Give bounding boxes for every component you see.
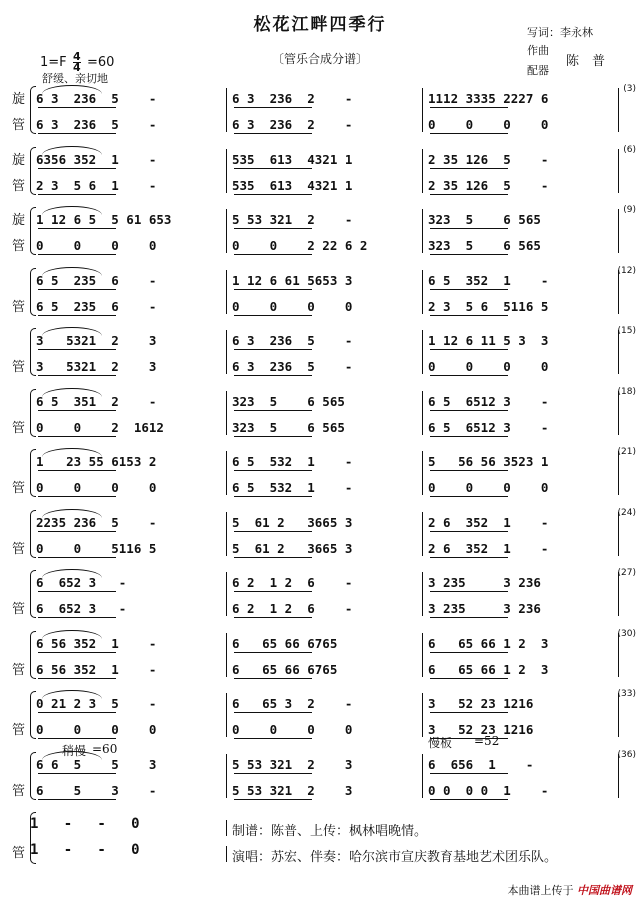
measure-number: (9) xyxy=(623,205,636,215)
measure-top: 1 12 6 11 5 3 3 xyxy=(428,333,549,348)
measure-bottom: 2 3 5 6 5116 5 xyxy=(428,299,549,314)
measure-bottom: 0 0 0 0 xyxy=(36,238,157,253)
beam-underline xyxy=(430,557,508,558)
score-system xyxy=(0,205,640,257)
barline xyxy=(618,330,619,374)
measure-top: 1 12 6 5 5 61 653 xyxy=(36,212,172,227)
measure-bottom: 535 613 4321 1 xyxy=(232,178,353,193)
composer-name: 陈 普 xyxy=(566,54,606,69)
measure-top: 3 235 3 236 xyxy=(428,575,541,590)
measure-bottom: 6 3 236 2 - xyxy=(232,117,353,132)
measure-number: (3) xyxy=(623,84,636,94)
measure-bottom: 3 5321 2 3 xyxy=(36,359,157,374)
slur xyxy=(42,146,102,155)
measure-bottom: 6 65 66 6765 xyxy=(232,662,338,677)
beam-underline xyxy=(234,738,312,739)
measure-bottom: 323 5 6 565 xyxy=(232,420,345,435)
measure-top: 6 3 236 2 - xyxy=(232,91,353,106)
beam-underline xyxy=(38,107,116,108)
barline xyxy=(226,270,227,314)
ending-brass: 1 - - 0 xyxy=(30,842,140,858)
measure-top: 3 5321 2 3 xyxy=(36,333,157,348)
measure-bottom: 0 0 0 0 xyxy=(36,722,157,737)
beam-underline xyxy=(430,315,508,316)
beam-underline xyxy=(234,349,312,350)
measure-top: 6 3 236 5 - xyxy=(36,91,157,106)
measure-top: 6 5 532 1 - xyxy=(232,454,353,469)
instrument-label-top: 旋 xyxy=(12,153,26,168)
source-prefix: 本曲谱上传于 xyxy=(507,884,574,897)
measure-number: (30) xyxy=(617,629,636,639)
tempo-slow-label: 慢板 xyxy=(428,736,453,750)
measure-top: 1 12 6 61 5653 3 xyxy=(232,273,353,288)
barline xyxy=(226,451,227,495)
score-system xyxy=(0,145,640,197)
measure-top: 6 5 351 2 - xyxy=(36,394,157,409)
barline xyxy=(226,512,227,556)
instrument-label-bottom: 管 xyxy=(12,421,26,436)
beam-underline xyxy=(38,289,116,290)
measure-top: 6 652 3 - xyxy=(36,575,127,590)
instrument-label-bottom: 管 xyxy=(12,179,26,194)
barline xyxy=(226,88,227,132)
slur xyxy=(42,267,102,276)
measure-top: 6 5 6512 3 - xyxy=(428,394,549,409)
score-system xyxy=(0,689,640,741)
beam-underline xyxy=(430,678,508,679)
footer-bar-2 xyxy=(226,846,227,862)
footer-bar-1 xyxy=(226,820,227,836)
beam-underline xyxy=(430,194,508,195)
measure-bottom: 2 6 352 1 - xyxy=(428,541,549,556)
beam-underline xyxy=(430,349,508,350)
tempo-slow-value: =52 xyxy=(474,734,500,748)
measure-bottom: 2 3 5 6 1 - xyxy=(36,178,157,193)
barline xyxy=(226,391,227,435)
measure-top: 6 5 352 1 - xyxy=(428,273,549,288)
slur xyxy=(42,448,102,457)
measure-top: 6 6 5 5 3 xyxy=(36,757,157,772)
beam-underline xyxy=(38,168,116,169)
ending-instrument-label: 管 xyxy=(12,846,26,861)
beam-underline xyxy=(430,254,508,255)
measure-bottom: 6 652 3 - xyxy=(36,601,127,616)
beam-underline xyxy=(234,557,312,558)
measure-bottom: 0 0 0 0 xyxy=(428,480,549,495)
slur xyxy=(42,509,102,518)
barline xyxy=(226,633,227,677)
barline xyxy=(226,693,227,737)
barline xyxy=(422,270,423,314)
instrument-label-bottom: 管 xyxy=(12,239,26,254)
measure-bottom: 6 2 1 2 6 - xyxy=(232,601,353,616)
slur xyxy=(42,85,102,94)
beam-underline xyxy=(234,168,312,169)
beam-underline xyxy=(234,194,312,195)
barline xyxy=(422,149,423,193)
measure-top: 2235 236 5 - xyxy=(36,515,157,530)
measure-bottom: 5 53 321 2 3 xyxy=(232,783,353,798)
score-system xyxy=(0,629,640,681)
measure-top: 6 56 352 1 - xyxy=(36,636,157,651)
instrument-label-bottom: 管 xyxy=(12,784,26,799)
instrument-label-bottom: 管 xyxy=(12,360,26,375)
beam-underline xyxy=(234,617,312,618)
beam-underline xyxy=(38,652,116,653)
measure-top: 5 61 2 3665 3 xyxy=(232,515,353,530)
beam-underline xyxy=(234,531,312,532)
tempo-change-value: =60 xyxy=(92,742,118,756)
measure-top: 1112 3335 2227 6 xyxy=(428,91,549,106)
score-system xyxy=(0,266,640,318)
measure-top: 6 5 235 6 - xyxy=(36,273,157,288)
measure-number: (24) xyxy=(617,508,636,518)
beam-underline xyxy=(38,194,116,195)
measure-top: 6 2 1 2 6 - xyxy=(232,575,353,590)
measure-bottom: 3 235 3 236 xyxy=(428,601,541,616)
measure-top: 5 53 321 2 - xyxy=(232,212,353,227)
measure-bottom: 6 3 236 5 - xyxy=(232,359,353,374)
measure-top: 0 21 2 3 5 - xyxy=(36,696,157,711)
barline xyxy=(422,451,423,495)
ending-melody-row xyxy=(30,816,140,832)
site-logo[interactable]: 中国曲谱网 xyxy=(577,884,632,897)
measure-top: 5 53 321 2 3 xyxy=(232,757,353,772)
source-credit xyxy=(508,882,633,898)
beam-underline xyxy=(38,617,116,618)
composer-label: 作曲 xyxy=(527,44,549,57)
measure-bottom: 0 0 2 22 6 2 xyxy=(232,238,368,253)
score-system xyxy=(0,568,640,620)
beam-underline xyxy=(38,375,116,376)
instrument-label-bottom: 管 xyxy=(12,542,26,557)
score-system xyxy=(0,447,640,499)
arranger-label: 配器 xyxy=(527,64,549,77)
expression-marking: 舒缓、亲切地 xyxy=(42,72,108,85)
footer-line-2: 演唱：苏宏、伴奏：哈尔滨市宣庆教育基地艺术团乐队。 xyxy=(232,850,558,865)
barline xyxy=(422,391,423,435)
beam-underline xyxy=(430,133,508,134)
measure-top: 6 65 66 1 2 3 xyxy=(428,636,549,651)
measure-bottom: 0 0 2 1612 xyxy=(36,420,164,435)
beam-underline xyxy=(234,107,312,108)
time-bottom: 4 xyxy=(72,61,81,74)
beam-underline xyxy=(234,289,312,290)
beam-underline xyxy=(38,738,116,739)
barline xyxy=(618,88,619,132)
measure-top: 6 656 1 - xyxy=(428,757,534,772)
score-system xyxy=(0,750,640,802)
measure-number: (6) xyxy=(623,145,636,155)
slur xyxy=(42,388,102,397)
measure-bottom: 5 61 2 3665 3 xyxy=(232,541,353,556)
instrument-label-top: 旋 xyxy=(12,213,26,228)
beam-underline xyxy=(430,410,508,411)
measure-bottom: 6 5 3 - xyxy=(36,783,157,798)
beam-underline xyxy=(430,496,508,497)
barline xyxy=(618,693,619,737)
instrument-label-bottom: 管 xyxy=(12,602,26,617)
measure-top: 323 5 6 565 xyxy=(428,212,541,227)
beam-underline xyxy=(38,773,116,774)
measure-bottom: 6 5 235 6 - xyxy=(36,299,157,314)
measure-top: 535 613 4321 1 xyxy=(232,152,353,167)
barline xyxy=(618,209,619,253)
barline xyxy=(618,633,619,677)
measure-number: (27) xyxy=(617,568,636,578)
beam-underline xyxy=(430,591,508,592)
score-system xyxy=(0,84,640,136)
beam-underline xyxy=(430,168,508,169)
measure-top: 6356 352 1 - xyxy=(36,152,157,167)
beam-underline xyxy=(234,254,312,255)
measure-top: 3 52 23 1216 xyxy=(428,696,534,711)
measure-bottom: 0 0 0 0 xyxy=(232,722,353,737)
measure-number: (36) xyxy=(617,750,636,760)
ending-melody: 1 - - 0 xyxy=(30,816,140,832)
measure-bottom: 0 0 5116 5 xyxy=(36,541,157,556)
beam-underline xyxy=(38,557,116,558)
measure-number: (18) xyxy=(617,387,636,397)
beam-underline xyxy=(234,773,312,774)
slur xyxy=(42,327,102,336)
slur xyxy=(42,569,102,578)
measure-bottom: 0 0 0 0 xyxy=(36,480,157,495)
barline xyxy=(422,572,423,616)
measure-top: 2 35 126 5 - xyxy=(428,152,549,167)
measure-top: 6 65 66 6765 xyxy=(232,636,338,651)
footer-line-1: 制谱：陈普、上传：枫林唱晚情。 xyxy=(232,824,428,839)
instrument-label-bottom: 管 xyxy=(12,300,26,315)
beam-underline xyxy=(38,254,116,255)
slur xyxy=(42,690,102,699)
beam-underline xyxy=(38,410,116,411)
beam-underline xyxy=(234,712,312,713)
instrument-label-bottom: 管 xyxy=(12,118,26,133)
instrument-label-top: 旋 xyxy=(12,92,26,107)
instrument-label-bottom: 管 xyxy=(12,481,26,496)
song-title: 松花江畔四季行 xyxy=(253,15,387,35)
score-system xyxy=(0,508,640,560)
beam-underline xyxy=(38,349,116,350)
key-label: 1=F xyxy=(40,55,67,70)
measure-number: (21) xyxy=(617,447,636,457)
beam-underline xyxy=(430,436,508,437)
score-system xyxy=(0,387,640,439)
slur xyxy=(42,630,102,639)
barline xyxy=(226,572,227,616)
beam-underline xyxy=(234,436,312,437)
beam-underline xyxy=(38,591,116,592)
ending-brass-row xyxy=(30,842,140,858)
beam-underline xyxy=(234,652,312,653)
beam-underline xyxy=(234,410,312,411)
beam-underline xyxy=(38,531,116,532)
barline xyxy=(618,149,619,193)
measure-bottom: 0 0 0 0 xyxy=(232,299,353,314)
barline xyxy=(422,209,423,253)
barline xyxy=(422,88,423,132)
barline xyxy=(422,693,423,737)
lyricist-credit: 写词：李永林 xyxy=(527,26,593,39)
beam-underline xyxy=(430,531,508,532)
beam-underline xyxy=(430,773,508,774)
barline xyxy=(226,209,227,253)
measure-bottom: 6 3 236 5 - xyxy=(36,117,157,132)
measure-bottom: 6 56 352 1 - xyxy=(36,662,157,677)
measure-number: (12) xyxy=(617,266,636,276)
beam-underline xyxy=(430,799,508,800)
barline xyxy=(618,270,619,314)
barline xyxy=(226,330,227,374)
measure-top: 5 56 56 3523 1 xyxy=(428,454,549,469)
beam-underline xyxy=(38,228,116,229)
score-system xyxy=(0,326,640,378)
measure-bottom: 6 65 66 1 2 3 xyxy=(428,662,549,677)
beam-underline xyxy=(234,228,312,229)
barline xyxy=(618,754,619,798)
measure-bottom: 0 0 0 0 xyxy=(428,359,549,374)
beam-underline xyxy=(234,496,312,497)
beam-underline xyxy=(430,617,508,618)
barline xyxy=(422,330,423,374)
beam-underline xyxy=(234,799,312,800)
measure-bottom: 323 5 6 565 xyxy=(428,238,541,253)
beam-underline xyxy=(430,652,508,653)
measure-top: 323 5 6 565 xyxy=(232,394,345,409)
barline xyxy=(618,451,619,495)
barline xyxy=(422,633,423,677)
instrument-label-bottom: 管 xyxy=(12,723,26,738)
measure-number: (33) xyxy=(617,689,636,699)
time-top: 4 xyxy=(72,50,81,63)
beam-underline xyxy=(430,107,508,108)
barline xyxy=(618,572,619,616)
measure-bottom: 0 0 0 0 1 - xyxy=(428,783,549,798)
score-subtitle: 〔管乐合成分谱〕 xyxy=(271,52,368,66)
beam-underline xyxy=(234,133,312,134)
measure-bottom: 0 0 0 0 xyxy=(428,117,549,132)
measure-bottom: 2 35 126 5 - xyxy=(428,178,549,193)
beam-underline xyxy=(430,470,508,471)
beam-underline xyxy=(38,470,116,471)
measure-number: (15) xyxy=(617,326,636,336)
beam-underline xyxy=(234,678,312,679)
instrument-label-bottom: 管 xyxy=(12,663,26,678)
barline xyxy=(422,512,423,556)
beam-underline xyxy=(430,228,508,229)
slur xyxy=(42,206,102,215)
beam-underline xyxy=(38,436,116,437)
tempo-value: =60 xyxy=(86,55,115,70)
tempo-change-label: 稍慢 xyxy=(62,744,87,758)
measure-top: 6 3 236 5 - xyxy=(232,333,353,348)
beam-underline xyxy=(38,496,116,497)
barline xyxy=(618,391,619,435)
measure-top: 2 6 352 1 - xyxy=(428,515,549,530)
measure-top: 6 65 3 2 - xyxy=(232,696,353,711)
beam-underline xyxy=(430,375,508,376)
barline xyxy=(226,754,227,798)
beam-underline xyxy=(234,375,312,376)
measure-bottom: 6 5 6512 3 - xyxy=(428,420,549,435)
beam-underline xyxy=(38,712,116,713)
measure-bottom: 3 52 23 1216 xyxy=(428,722,534,737)
beam-underline xyxy=(430,289,508,290)
measure-top: 1 23 55 6153 2 xyxy=(36,454,157,469)
measure-bottom: 6 5 532 1 - xyxy=(232,480,353,495)
beam-underline xyxy=(38,315,116,316)
beam-underline xyxy=(430,712,508,713)
barline xyxy=(226,149,227,193)
beam-underline xyxy=(234,315,312,316)
barline xyxy=(618,512,619,556)
barline xyxy=(422,754,423,798)
beam-underline xyxy=(38,799,116,800)
beam-underline xyxy=(234,591,312,592)
beam-underline xyxy=(38,678,116,679)
beam-underline xyxy=(38,133,116,134)
beam-underline xyxy=(234,470,312,471)
